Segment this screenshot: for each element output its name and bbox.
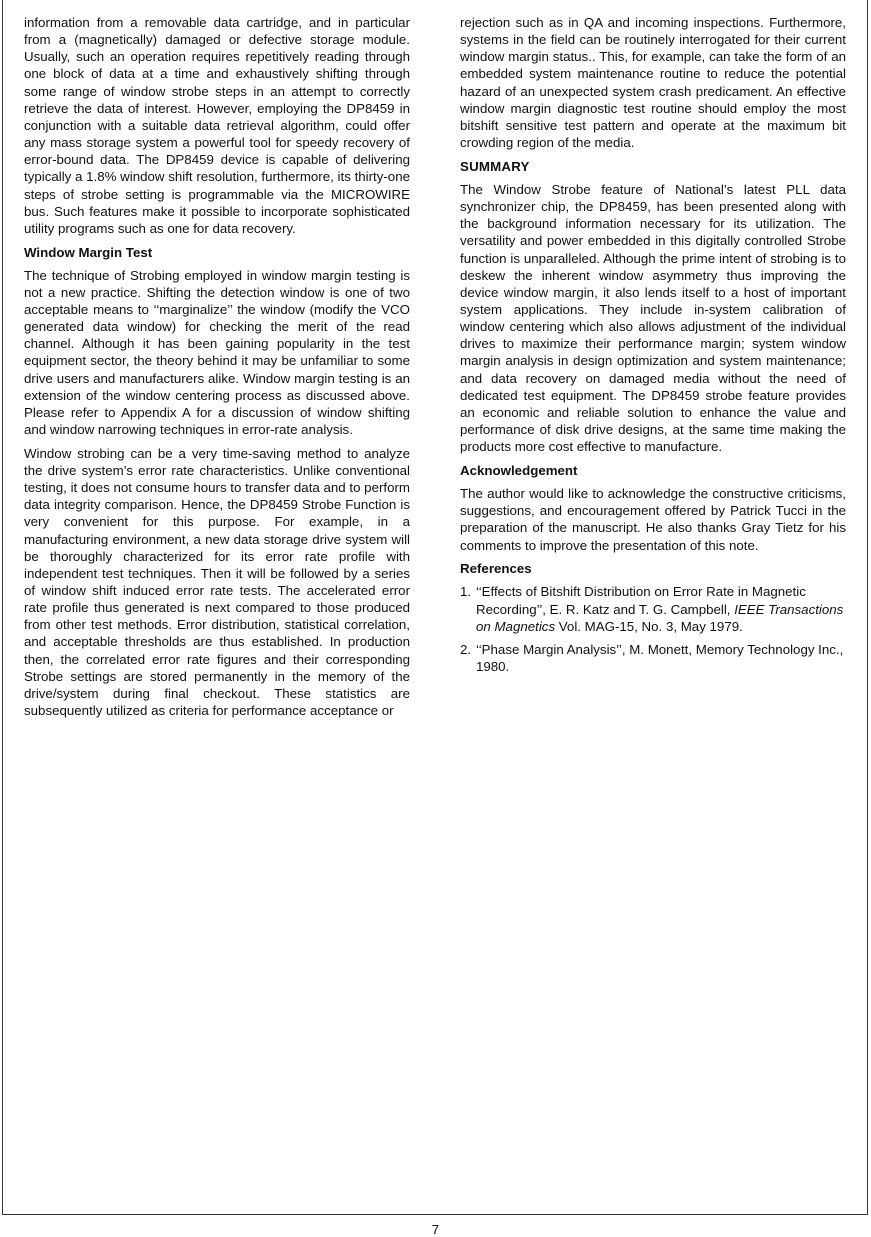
- paragraph-window-strobing: Window strobing can be a very time-saving method to analyze the drive system’s error rate characteristics. Unlike conventional testing, it does not consume hours to transfer data and to perform data integrity comparison. Hence, the DP8459 Strobe Function is very convenient for this purpose. For example, in a manufacturing environment, a new data storage drive system will be thoroughly characterized for its error rate profile with independent test techniques. Then it will be followed by a series of window shift induced error rate tests. The accelerated error rate profile thus generated is next compared to those produced from other test methods. Error distribution, statistical correlation, and acceptable thresholds are thus established. In production then, the correlated error rate figures and their corresponding Strobe settings are stored permanently in the memory of the drive/system during final checkout. These statistics are subsequently utilized as criteria for performance acceptance or: [24, 445, 410, 719]
- left-column: [24, 14, 410, 726]
- heading-summary: SUMMARY: [460, 158, 530, 174]
- reference-text-tail: Vol. MAG-15, No. 3, May 1979.: [555, 618, 743, 634]
- paragraph-data-recovery: information from a removable data cartridge, and in particular from a (magnetically) damaged or defective storage module. Usually, such an operation requires repetitively reading through one block of data at a time and exhaustively shifting through some range of window strobe steps in an attempt to correctly retrieve the data of interest. However, employing the DP8459 in conjunction with a suitable data retrieval algorithm, could offer any mass storage system a powerful tool for speedy recovery of error-bound data. The DP8459 device is capable of delivering typically a 1.8% window shift resolution, furthermore, its thirty-one steps of strobe setting is programmable via the MICROWIRE bus. Such features make it possible to incorporate sophisticated utility programs such as one for data recovery.: [24, 15, 410, 236]
- paragraph-summary: The Window Strobe feature of National’s latest PLL data synchronizer chip, the DP8459, has been presented along with the background information necessary for its utilization. The versatility and power embedded in this digitally controlled Strobe function is unparalleled. Although the prime intent of strobing is to deskew the inherent window asymmetry thus improving the device window margin, it also lends itself to a host of important system applications. They include in-system calibration of window centering which also allows adjustment of the individual drives to maximize their performance margin; system window margin analysis in design optimization and system maintenance; and data recovery on damaged media without the need of dedicated test equipment. The DP8459 strobe feature provides an economic and reliable solution to enhance the value and performance of disk drive designs, at the same time making the products more cost effective to manufacture.: [460, 181, 846, 455]
- references-list: [460, 583, 846, 675]
- reference-number: 2.: [460, 642, 472, 658]
- reference-item: [460, 583, 846, 634]
- paragraph-rejection-qa: rejection such as in QA and incoming inspections. Furthermore, systems in the field can be routinely interrogated for their current window margin status.. This, for example, can take the form of an embedded system maintenance routine to reduce the potential hazard of an unexpected system crash predicament. An effective window margin diagnostic test routine should employ the most bitshift sensitive test pattern and operate at the maximum bit crowding region of the media.: [460, 15, 846, 151]
- reference-text: ‘‘Phase Margin Analysis’’, M. Monett, Memory Technology Inc., 1980.: [476, 642, 844, 675]
- page-number: 7: [431, 1222, 440, 1237]
- paragraph-acknowledgement: The author would like to acknowledge the constructive criticisms, suggestions, and encouragement offered by Patrick Tucci in the preparation of the manuscript. He also thanks Gray Tietz for his comments to improve the presentation of this note.: [460, 486, 846, 553]
- heading-references: References: [460, 561, 532, 577]
- reference-item: [460, 641, 846, 675]
- right-column: [460, 14, 846, 682]
- reference-text: ‘‘Effects of Bitshift Distribution on Error Rate in Magnetic Recording’’, E. R. Katz and T. G. Campbell,: [476, 584, 806, 617]
- reference-number: 1.: [460, 584, 472, 600]
- heading-window-margin-test: Window Margin Test: [24, 244, 153, 260]
- paragraph-window-margin-technique: The technique of Strobing employed in window margin testing is not a new practice. Shifting the detection window is one of two acceptable means to ‘‘marginalize’’ the window (modify the VCO generated data window) for checking the merit of the read channel. Although it has been gaining popularity in the test equipment sector, the theory behind it may be unfamiliar to some drive users and manufacturers alike. Window margin testing is an extension of the window centering process as discussed above. Please refer to Appendix A for a discussion of window shifting and window narrowing techniques in error-rate analysis.: [24, 267, 410, 438]
- heading-acknowledgement: Acknowledgement: [460, 462, 578, 478]
- reference-journal: IEEE Transactions on Magnetics: [476, 601, 844, 634]
